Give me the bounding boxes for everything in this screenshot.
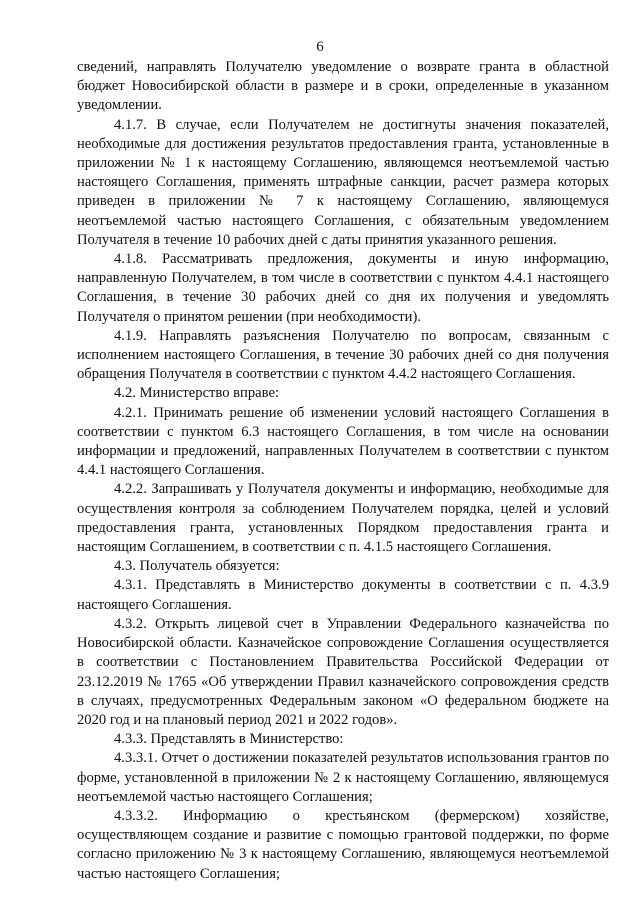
page-number: 6	[316, 39, 324, 55]
document-body	[77, 58, 609, 884]
paragraph: 4.1.9. Направлять разъяснения Получателю по вопросам, связанным с исполнением настоящего Соглашения, в течение 30 рабочих дней со дня получения обращения Получателя в соответствии с пунктом 4.4.2 настоящего Соглашения.	[77, 327, 609, 383]
paragraph: сведений, направлять Получателю уведомление о возврате гранта в областной бюджет Новосибирской области в размере и в сроки, определенные в указанном уведомлении.	[77, 59, 609, 114]
paragraph: 4.3.3.1. Отчет о достижении показателей результатов использования грантов по форме, установленной в приложении № 2 к настоящему Соглашению, являющемуся неотъемлемой частью настоящего Соглашения;	[77, 750, 609, 805]
paragraph: 4.3.3.2. Информацию о крестьянском (фермерском) хозяйстве, осуществляющем создание и развитие с помощью грантовой поддержки, по форме согласно приложению № 3 к настоящему Соглашению, являющемуся неотъемлемой частью настоящего Соглашения;	[77, 807, 609, 882]
paragraph: 4.1.7. В случае, если Получателем не достигнуты значения показателей, необходимые для достижения результатов предоставления гранта, установленные в приложении № 1 к настоящему Соглашению, являющемся неотъемлемой частью настоящего Соглашения, применять штрафные санкции, расчет размера которых приведен в приложении № 7 к настоящему Соглашению, являющемуся неотъемлемой частью настоящего Соглашения, с обязательным уведомлением Получателя в течение 10 рабочих дней с даты принятия указанного решения.	[77, 116, 609, 248]
paragraph: 4.2.2. Запрашивать у Получателя документы и информацию, необходимые для осуществления контроля за соблюдением Получателем порядка, целей и условий предоставления гранта, установленных Порядком предоставления гранта и настоящим Соглашением, в соответствии с п. 4.1.5 настоящего Соглашения.	[77, 481, 609, 556]
section-heading: 4.3. Получатель обязуется:	[114, 558, 280, 575]
paragraph: 4.3.1. Представлять в Министерство документы в соответствии с п. 4.3.9 настоящего Соглашения.	[77, 577, 609, 613]
section-heading: 4.3.3. Представлять в Министерство:	[114, 731, 344, 748]
paragraph: 4.2.1. Принимать решение об изменении условий настоящего Соглашения в соответствии с пунктом 6.3 настоящего Соглашения, в том числе на основании информации и предложений, направленных Получателем в соответствии с пунктом 4.4.1 настоящего Соглашения.	[77, 404, 609, 479]
paragraph: 4.1.8. Рассматривать предложения, документы и иную информацию, направленную Получателем, в том числе в соответствии с пунктом 4.4.1 настоящего Соглашения, в течение 30 рабочих дней со дня их получения и уведомлять Получателя о принятом решении (при необходимости).	[77, 251, 609, 325]
paragraph: 4.3.2. Открыть лицевой счет в Управлении Федерального казначейства по Новосибирской области. Казначейское сопровождение Соглашения осуществляется в соответствии с Постановлением Правительства Российской Федерации от 23.12.2019 № 1765 «Об утверждении Правил казначейского сопровождения средств в случаях, предусмотренных Федеральным законом «О федеральном бюджете на 2020 год и на плановый период 2021 и 2022 годов».	[77, 615, 609, 728]
section-heading: 4.2. Министерство вправе:	[114, 385, 279, 402]
